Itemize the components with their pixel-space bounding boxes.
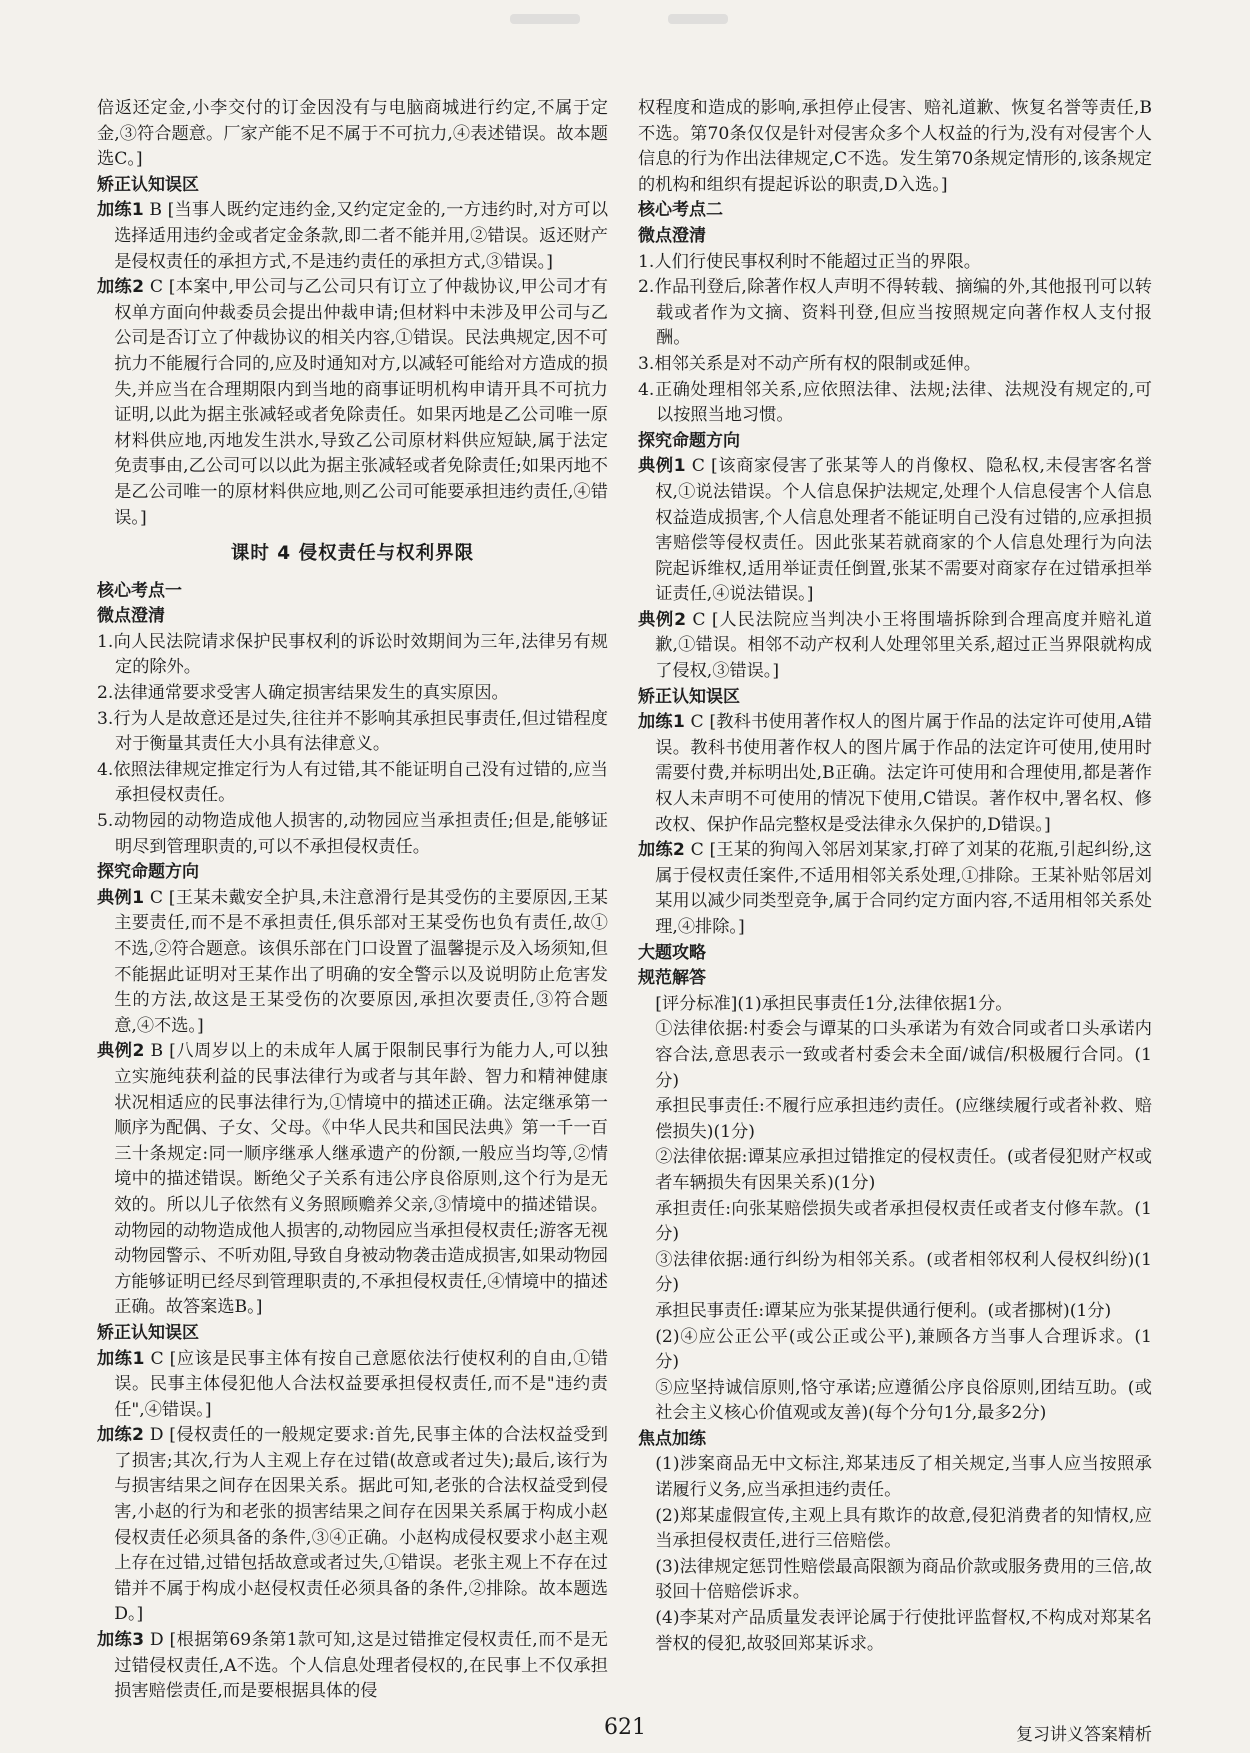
answer-paragraph — [638, 1504, 1152, 1555]
paragraph-text: 承担责任:向张某赔偿损失或者承担侵权责任或者支付修车款。(1分) — [655, 1198, 1152, 1245]
list-item — [97, 630, 608, 681]
paragraph-text: 探究命题方向 — [97, 862, 199, 883]
question-label: 加练3 — [97, 1630, 145, 1651]
paragraph-text: 规范解答 — [638, 968, 706, 989]
paragraph-text: (4)李某对产品质量发表评论属于行使批评监督权,不构成对郑某名誉权的侵犯,故驳回郑某诉求。 — [655, 1608, 1152, 1654]
answer-paragraph — [638, 608, 1152, 685]
paragraph-text: 微点澄清 — [97, 606, 165, 627]
paragraph-text: 矫正认知误区 — [97, 1322, 199, 1343]
paragraph-text: 承担民事责任:谭某应为张某提供通行便利。(或者挪树)(1分) — [655, 1300, 1112, 1321]
paragraph-text: 核心考点一 — [97, 580, 182, 601]
paragraph-text: C [人民法院应当判决小王将围墙拆除到合理高度并赔礼道歉,①错误。相邻不动产权利人处理邻里关系,超过正当界限就构成了侵权,③错误。] — [655, 609, 1152, 682]
paragraph-text: 核心考点二 — [638, 200, 723, 221]
scan-mark — [510, 14, 580, 24]
paragraph-text: 3.行为人是故意还是过失,往往并不影响其承担民事责任,但过错程度对于衡量其责任大小具有法律意义。 — [97, 708, 608, 755]
lesson-title — [97, 541, 608, 567]
answer-paragraph — [638, 992, 1152, 1018]
section-heading — [638, 941, 1152, 967]
list-item — [97, 809, 608, 860]
paragraph-text: (1)涉案商品无中文标注,郑某违反了相关规定,当事人应当按照承诺履行义务,应当承担违约责任。 — [655, 1454, 1152, 1501]
answer-paragraph — [638, 1325, 1152, 1376]
question-label: 典例1 — [97, 887, 145, 908]
paragraph-text: 探究命题方向 — [638, 430, 740, 451]
paragraph-text: [评分标准](1)承担民事责任1分,法律依据1分。 — [655, 993, 1013, 1014]
answer-paragraph — [638, 454, 1152, 608]
paragraph-text: 2.法律通常要求受害人确定损害结果发生的真实原因。 — [97, 683, 509, 704]
paragraph-text: 矫正认知误区 — [638, 686, 740, 707]
answer-paragraph — [638, 1452, 1152, 1503]
paragraph-text: C [该商家侵害了张某等人的肖像权、隐私权,未侵害客名誉权,①说法错误。个人信息保护法规定,处理个人信息侵害个人信息权益造成损害,个人信息处理者不能证明自己没有过错的,应承担损害赔偿等侵权责任。因此张某若就商家的个人信息处理行为向法院起诉维权,适用举证责任倒置,张某不需要对商家存在过错承担举证责任,④说法错误。] — [655, 456, 1152, 605]
answer-paragraph — [638, 1094, 1152, 1145]
paragraph-text: (2)郑某虚假宣传,主观上具有欺诈的故意,侵犯消费者的知情权,应当承担侵权责任,进行三倍赔偿。 — [655, 1505, 1152, 1552]
answer-paragraph — [638, 1299, 1152, 1325]
answer-paragraph — [97, 1423, 608, 1628]
paragraph-text: 1.人们行使民事权利时不能超过正当的界限。 — [638, 251, 981, 272]
paragraph-text: B [八周岁以上的未成年人属于限制民事行为能力人,可以独立实施纯获利益的民事法律行为或者与其年龄、智力和精神健康状况相适应的民事法律行为,①情境中的描述正确。法定继承第一顺序为配偶、子女、父母。《中华人民共和国民法典》第一千一百三十条规定:同一顺序继承人继承遗产的份额,一般应当均等,②情境中的描述错误。断绝父子关系有违公序良俗原则,这个行为是无效的。所以儿子依然有义务照顾赡养父亲,③情境中的描述错误。动物园的动物造成他人损害的,动物园应当承担侵权责任;游客无视动物园警示、不听劝阻,导致自身被动物袭击造成损害,如果动物园方能够证明已经尽到管理职责的,不承担侵权责任,④情境中的描述正确。故答案选B。] — [114, 1041, 608, 1318]
section-heading — [638, 685, 1152, 711]
paragraph-text: C [应该是民事主体有按自己意愿依法行使权利的自由,①错误。民事主体侵犯他人合法权益要承担侵权责任,而不是"违约责任",④错误。] — [114, 1348, 608, 1420]
answer-paragraph — [97, 1628, 608, 1705]
list-item — [638, 275, 1152, 352]
answer-paragraph — [638, 710, 1152, 838]
right-column — [638, 96, 1152, 1657]
answer-paragraph — [638, 1145, 1152, 1196]
list-item — [638, 352, 1152, 378]
paragraph-text: 微点澄清 — [638, 225, 706, 246]
paragraph-text: C [教科书使用著作权人的图片属于作品的法定许可使用,A错误。教科书使用著作权人的图片属于作品的法定许可使用,使用时需要付费,并标明出处,B正确。法定许可使用和合理使用,都是著作权人未声明不可使用的情况下使用,C错误。著作权中,署名权、修改权、保护作品完整权是受法律永久保护的,D错误。] — [655, 712, 1152, 835]
answer-paragraph — [638, 1248, 1152, 1299]
list-item — [638, 378, 1152, 429]
paragraph-text: 承担民事责任:不履行应承担违约责任。(应继续履行或者补救、赔偿损失)(1分) — [655, 1096, 1152, 1142]
list-item — [97, 707, 608, 758]
question-label: 典例2 — [638, 609, 687, 630]
paragraph-text: (2)④应公正公平(或公正或公平),兼顾各方当事人合理诉求。(1分) — [655, 1326, 1152, 1373]
section-heading — [97, 579, 608, 605]
paragraph-text: 倍返还定金,小李交付的订金因没有与电脑商城进行约定,不属于定金,③符合题意。厂家产能不足不属于不可抗力,④表述错误。故本题选C。] — [97, 98, 608, 170]
paragraph-text: ①法律依据:村委会与谭某的口头承诺为有效合同或者口头承诺内容合法,意思表示一致或者村委会未全面/诚信/积极履行合同。(1分) — [655, 1019, 1152, 1091]
section-heading — [638, 429, 1152, 455]
answer-paragraph — [638, 1197, 1152, 1248]
question-label: 加练1 — [638, 712, 685, 733]
section-heading — [97, 860, 608, 886]
answer-paragraph — [97, 1347, 608, 1424]
paragraph-text: B [当事人既约定违约金,又约定定金的,一方违约时,对方可以选择适用违约金或者定金条款,即二者不能并用,②错误。返还财产是侵权责任的承担方式,不是违约责任的承担方式,③错误。] — [114, 200, 609, 272]
answer-paragraph — [97, 886, 608, 1040]
answer-paragraph — [638, 96, 1152, 198]
paragraph-text: C [王某未戴安全护具,未注意滑行是其受伤的主要原因,王某主要责任,而不是不承担责任,俱乐部对王某受伤也负有责任,故①不选,②符合题意。该俱乐部在门口设置了温馨提示及入场须知,但不能据此证明对王某作出了明确的安全警示以及说明防止危害发生的方法,故这是王某受伤的次要原因,承担次要责任,③符合题意,④不选。] — [114, 887, 608, 1036]
section-heading — [638, 966, 1152, 992]
list-item — [638, 250, 1152, 276]
question-label: 加练2 — [97, 277, 145, 298]
answer-paragraph — [638, 1606, 1152, 1657]
footer-title: 复习讲义答案精析 — [1016, 1725, 1152, 1745]
question-label: 典例1 — [638, 456, 686, 477]
section-heading — [97, 173, 608, 199]
paragraph-text: (3)法律规定惩罚性赔偿最高限额为商品价款或服务费用的三倍,故驳回十倍赔偿诉求。 — [655, 1556, 1152, 1603]
answer-paragraph — [97, 1039, 608, 1321]
question-label: 典例2 — [97, 1041, 145, 1062]
answer-paragraph — [638, 838, 1152, 940]
question-label: 加练2 — [97, 1425, 144, 1446]
answer-paragraph — [638, 1017, 1152, 1094]
paragraph-text: D [侵权责任的一般规定要求:首先,民事主体的合法权益受到了损害;其次,行为人主观上存在过错(故意或者过失);最后,该行为与损害结果之间存在因果关系。据此可知,老张的合法权益受到侵害,小赵的行为和老张的损害结果之间存在因果关系属于构成小赵侵权责任必须具备的条件,③④正确。小赵构成侵权要求小赵主观上存在过错,过错包括故意或者过失,①错误。老张主观上不存在过错并不属于构成小赵侵权责任必须具备的条件,②排除。故本题选D。] — [114, 1425, 608, 1625]
paragraph-text: ②法律依据:谭某应承担过错推定的侵权责任。(或者侵犯财产权或者车辆损失有因果关系)(1分) — [655, 1147, 1152, 1193]
paragraph-text: 课时 4 侵权责任与权利界限 — [230, 543, 475, 565]
paragraph-text: C [本案中,甲公司与乙公司只有订立了仲裁协议,甲公司才有权单方面向仲裁委员会提出仲裁申请;但材料中未涉及甲公司与乙公司是否订立了仲裁协议的相关内容,①错误。民法典规定,因不可抗力不能履行合同的,应及时通知对方,以减轻可能给对方造成的损失,并应当在合理期限内到当地的商事证明机构申请开具不可抗力证明,以此为据主张减轻或者免除责任。如果丙地是乙公司唯一原材料供应地,丙地发生洪水,导致乙公司原材料供应短缺,属于法定免责事由,乙公司可以以此为据主张减轻或者免除责任;如果丙地不是乙公司唯一的原材料供应地,则乙公司可能要承担违约责任,④错误。] — [114, 277, 608, 528]
answer-paragraph — [97, 96, 608, 173]
answer-paragraph — [97, 198, 608, 275]
section-heading — [638, 1427, 1152, 1453]
left-column — [97, 96, 608, 1705]
section-heading — [97, 604, 608, 630]
paragraph-text: 矫正认知误区 — [97, 174, 199, 195]
paragraph-text: 大题攻略 — [638, 942, 706, 963]
list-item — [97, 758, 608, 809]
paragraph-text: 2.作品刊登后,除著作权人声明不得转载、摘编的外,其他报刊可以转载或者作为文摘、资料刊登,但应当按照规定向著作权人支付报酬。 — [638, 277, 1152, 349]
list-item — [97, 681, 608, 707]
paragraph-text: 4.正确处理相邻关系,应依照法律、法规;法律、法规没有规定的,可以按照当地习惯。 — [638, 379, 1152, 426]
paragraph-text: C [王某的狗闯入邻居刘某家,打碎了刘某的花瓶,引起纠纷,这属于侵权责任案件,不适用相邻关系处理,①排除。王某补贴邻居刘某用以减少同类型竞争,属于合同约定方面内容,不适用相邻关系处理,④排除。] — [655, 840, 1152, 937]
question-label: 加练1 — [97, 1348, 145, 1369]
answer-paragraph — [97, 275, 608, 531]
paragraph-text: 4.依照法律规定推定行为人有过错,其不能证明自己没有过错的,应当承担侵权责任。 — [97, 759, 608, 806]
answer-paragraph — [638, 1555, 1152, 1606]
section-heading — [638, 224, 1152, 250]
question-label: 加练1 — [97, 200, 144, 221]
paragraph-text: 3.相邻关系是对不动产所有权的限制或延伸。 — [638, 353, 981, 374]
paragraph-text: 权程度和造成的影响,承担停止侵害、赔礼道歉、恢复名誉等责任,B不选。第70条仅仅是针对侵害众多个人权益的行为,没有对侵害个人信息的行为作出法律规定,C不选。发生第70条规定情形的,该条规定的机构和组织有提起诉讼的职责,D入选。] — [638, 98, 1152, 195]
paragraph-text: ③法律依据:通行纠纷为相邻关系。(或者相邻权利人侵权纠纷)(1分) — [655, 1249, 1152, 1296]
paragraph-text: 焦点加练 — [638, 1428, 706, 1449]
question-label: 加练2 — [638, 840, 685, 861]
section-heading — [638, 198, 1152, 224]
paragraph-text: D [根据第69条第1款可知,这是过错推定侵权责任,而不是无过错侵权责任,A不选。个人信息处理者侵权的,在民事上不仅承担损害赔偿责任,而是要根据具体的侵 — [114, 1630, 608, 1702]
answer-paragraph — [638, 1376, 1152, 1427]
section-heading — [97, 1321, 608, 1347]
paragraph-text: 1.向人民法院请求保护民事权利的诉讼时效期间为三年,法律另有规定的除外。 — [97, 631, 608, 678]
page-number: 621 — [604, 1715, 646, 1740]
paragraph-text: ⑤应坚持诚信原则,恪守承诺;应遵循公序良俗原则,团结互助。(或社会主义核心价值观或友善)(每个分句1分,最多2分) — [655, 1377, 1152, 1424]
scan-mark — [668, 14, 728, 24]
paragraph-text: 5.动物园的动物造成他人损害的,动物园应当承担责任;但是,能够证明尽到管理职责的,可以不承担侵权责任。 — [97, 811, 608, 857]
